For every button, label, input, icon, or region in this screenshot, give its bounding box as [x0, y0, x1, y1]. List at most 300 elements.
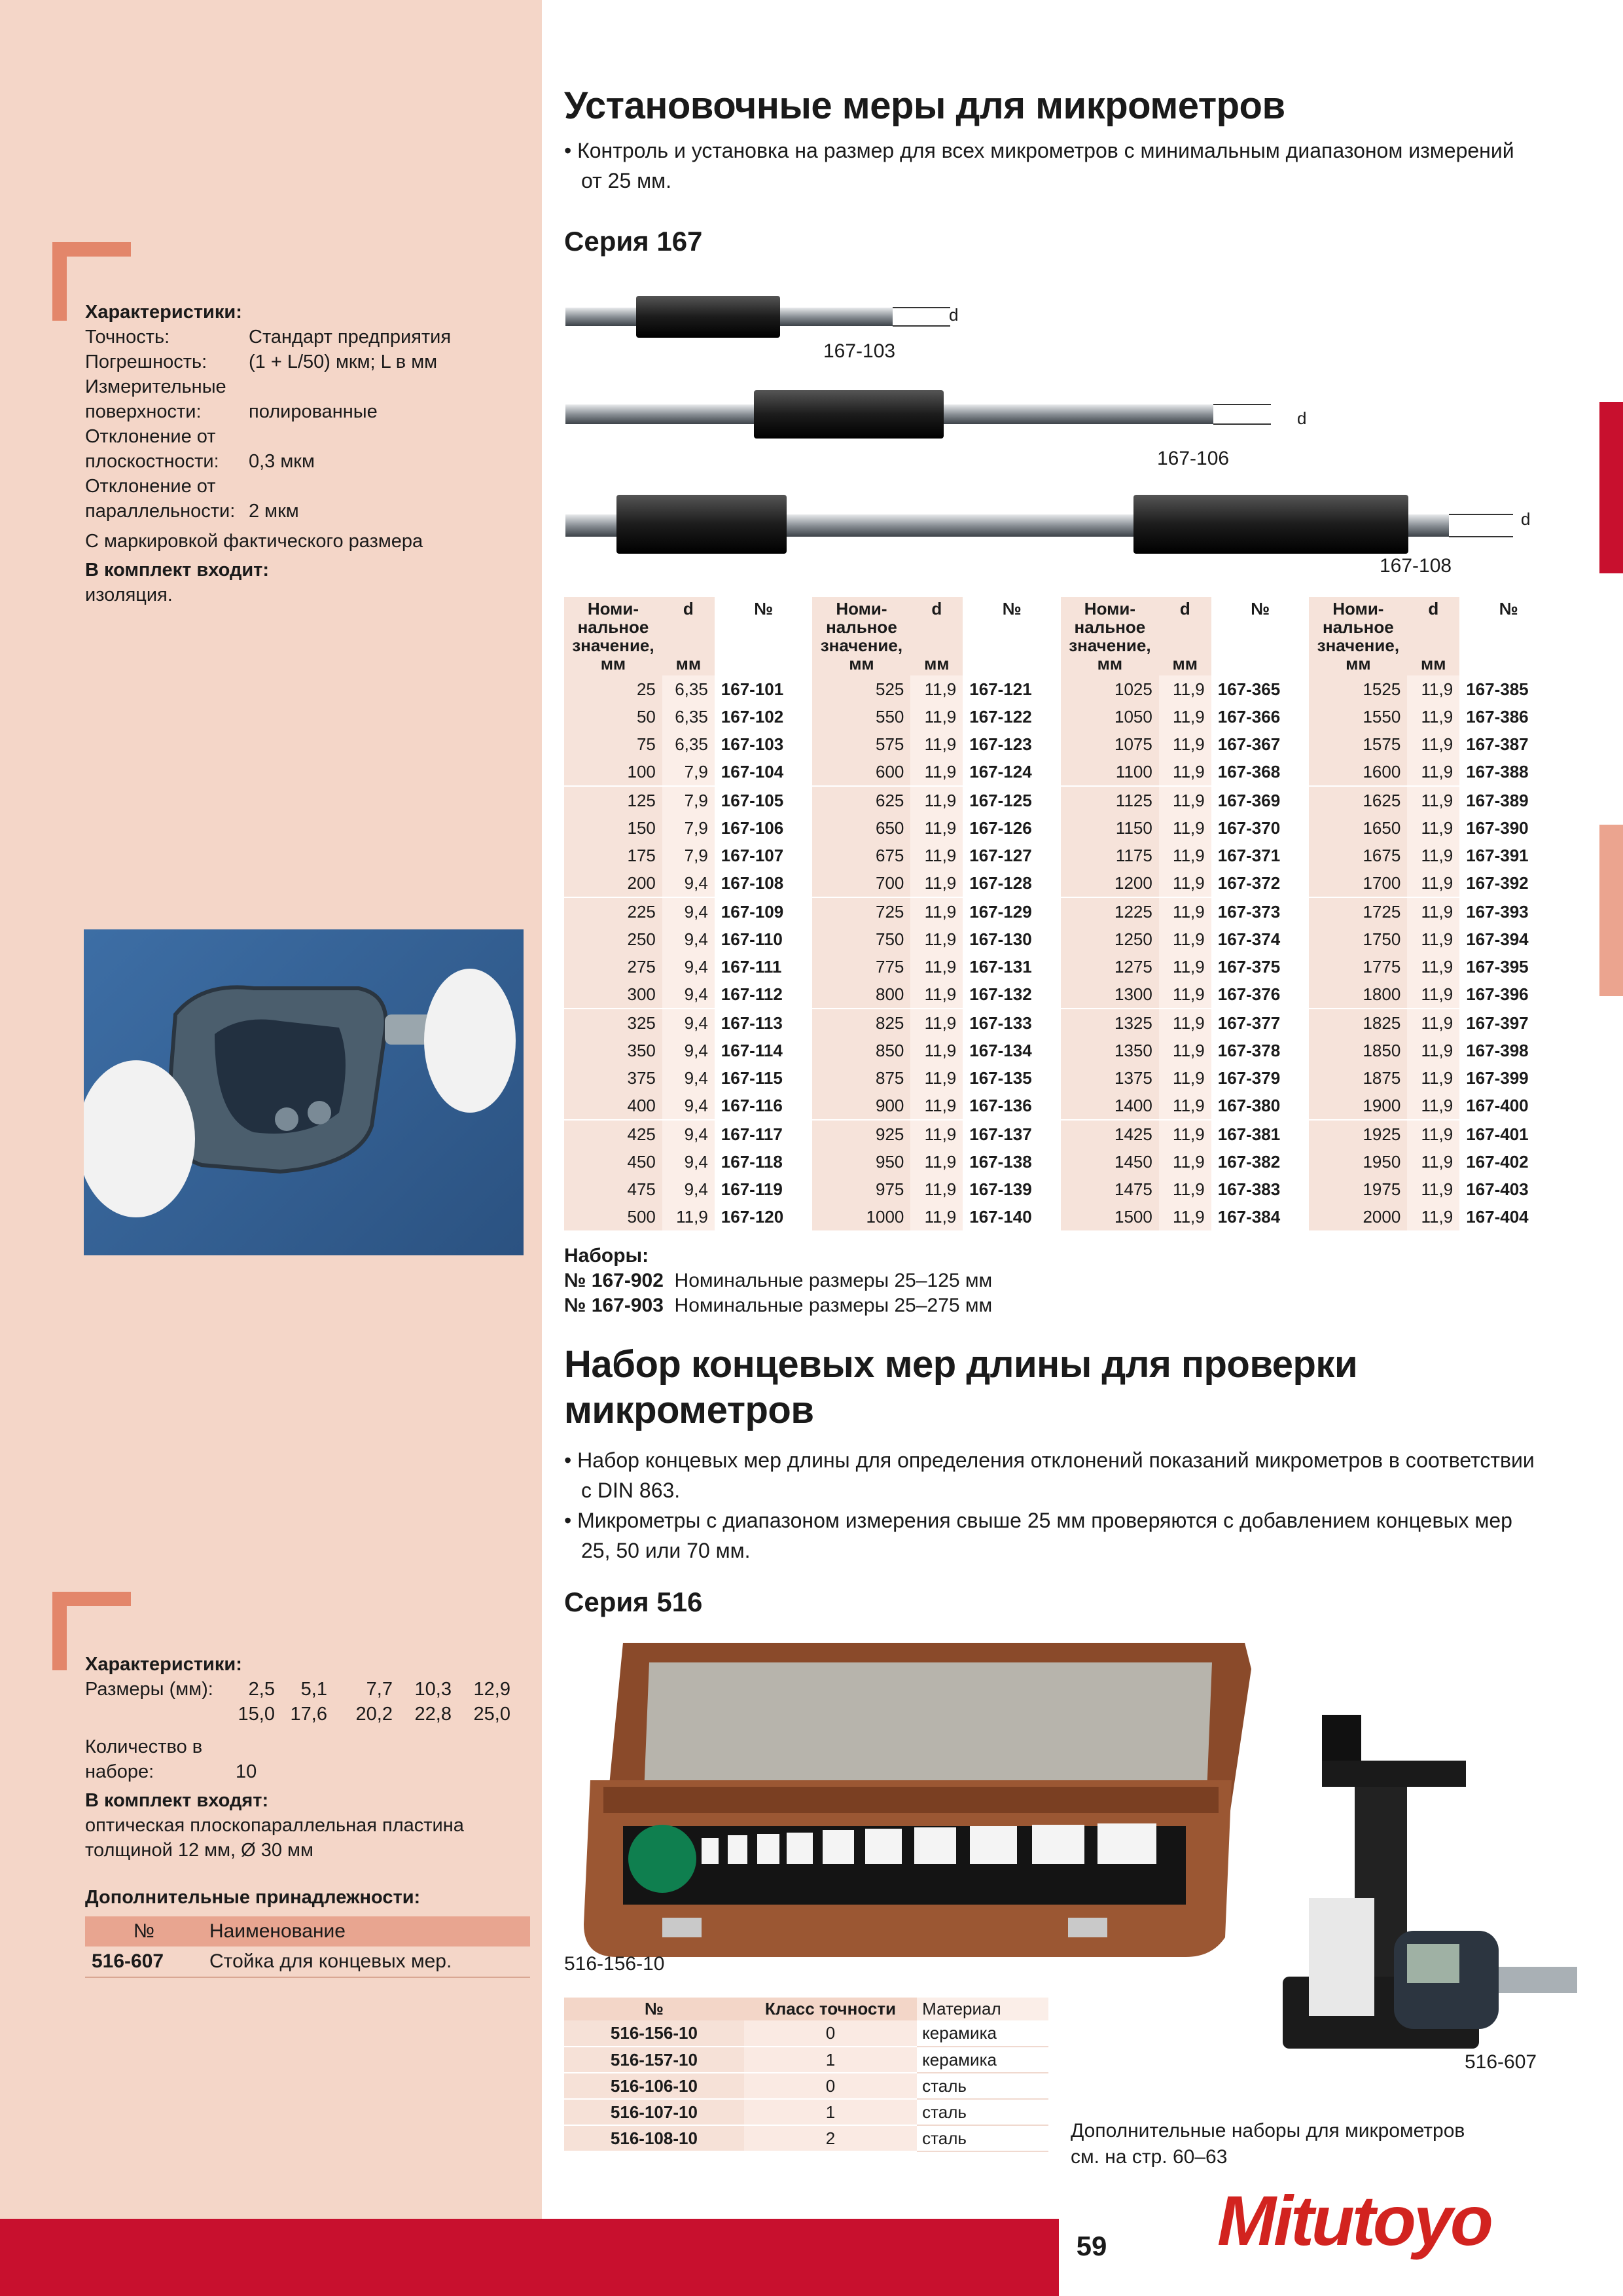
- cell-diameter: 11,9: [910, 675, 963, 703]
- cell-order-no: 167-397: [1459, 1009, 1558, 1037]
- cell-order-no: 167-109: [715, 897, 813, 925]
- cell-order-no: 167-117: [715, 1120, 813, 1148]
- cell-diameter: 11,9: [910, 897, 963, 925]
- cell-order-no: 167-121: [963, 675, 1061, 703]
- cell-order-no: 167-108: [715, 869, 813, 897]
- cell-nominal: 1225: [1061, 897, 1159, 925]
- cell-diameter: 11,9: [1159, 786, 1211, 814]
- sizes-row: Размеры (мм): 2,5 5,1 7,7 10,3 12,9: [85, 1679, 510, 1700]
- footer-bar: [0, 2219, 1059, 2296]
- cell-order-no: 167-392: [1459, 869, 1558, 897]
- cell-diameter: 11,9: [1159, 842, 1211, 869]
- cell-order-no: 167-387: [1459, 730, 1558, 758]
- cell-order-no: 167-103: [715, 730, 813, 758]
- cell-order-no: 167-133: [963, 1009, 1061, 1037]
- cell-order-no: 167-378: [1211, 1037, 1310, 1064]
- cell-order-no: 167-106: [715, 814, 813, 842]
- cell-order-no: 167-376: [1211, 980, 1310, 1009]
- cell-nominal: 1900: [1309, 1092, 1407, 1120]
- cell-diameter: 9,4: [662, 1064, 715, 1092]
- cell-nominal: 500: [564, 1203, 662, 1230]
- sizes-row-2: 15,0 17,6 20,2 22,8 25,0: [238, 1704, 510, 1725]
- cell-diameter: 9,4: [662, 1175, 715, 1203]
- cell-diameter: 11,9: [1407, 1009, 1459, 1037]
- cell-diameter: 11,9: [1407, 925, 1459, 953]
- cell-diameter: 11,9: [1159, 1009, 1211, 1037]
- cell-order-no: 167-138: [963, 1148, 1061, 1175]
- table-167-header: [564, 597, 1558, 675]
- cell-order-no: 167-105: [715, 786, 813, 814]
- cell-grade: 1: [744, 2047, 917, 2073]
- rod-167-106: [564, 387, 1297, 441]
- cell-order-no: 167-125: [963, 786, 1061, 814]
- cell-diameter: 9,4: [662, 953, 715, 980]
- cell-diameter: 11,9: [1159, 1064, 1211, 1092]
- table-516-body: [564, 2020, 1048, 2151]
- cell-diameter: 9,4: [662, 1009, 715, 1037]
- cell-diameter: 11,9: [1407, 1037, 1459, 1064]
- cell-order-no: 167-366: [1211, 703, 1310, 730]
- cell-nominal: 800: [812, 980, 910, 1009]
- cell-order-no: 167-112: [715, 980, 813, 1009]
- cell-nominal: 450: [564, 1148, 662, 1175]
- dim-d-2: d: [1297, 408, 1307, 428]
- cell-order-no: 167-130: [963, 925, 1061, 953]
- th-d: d мм: [1407, 597, 1459, 675]
- cell-diameter: 11,9: [1407, 869, 1459, 897]
- th-nom: Номи- нальное значение, мм: [812, 597, 910, 675]
- cell-order-no: 167-384: [1211, 1203, 1310, 1230]
- accessories-table: [85, 1916, 530, 1978]
- cell-order-no: 167-120: [715, 1203, 813, 1230]
- cell-order-no: 167-118: [715, 1148, 813, 1175]
- cell-nominal: 1575: [1309, 730, 1407, 758]
- cell-diameter: 11,9: [910, 869, 963, 897]
- specs2-header: Характеристики:: [85, 1654, 242, 1675]
- spec-parallelism: Отклонение от параллельности: 2 мкм: [85, 476, 299, 522]
- page-number: 59: [1059, 2219, 1124, 2296]
- cell-nominal: 1525: [1309, 675, 1407, 703]
- cell-order-no: 167-385: [1459, 675, 1558, 703]
- cell-nominal: 600: [812, 758, 910, 786]
- cell-diameter: 11,9: [1407, 730, 1459, 758]
- cell-order-no: 167-373: [1211, 897, 1310, 925]
- cell-diameter: 11,9: [910, 703, 963, 730]
- cell-diameter: 11,9: [1407, 980, 1459, 1009]
- cell-order-no: 167-371: [1211, 842, 1310, 869]
- cell-diameter: 11,9: [910, 1037, 963, 1064]
- rod-167-103: [564, 293, 970, 339]
- cell-nominal: 550: [812, 703, 910, 730]
- th-nom: Номи- нальное значение, мм: [1309, 597, 1407, 675]
- cell-diameter: 11,9: [910, 925, 963, 953]
- cell-diameter: 11,9: [1159, 1037, 1211, 1064]
- acc-row: 516-607 Стойка для концевых мер.: [85, 1946, 530, 1977]
- table-row: [564, 2020, 1048, 2047]
- section1: [564, 84, 1533, 257]
- cell-order-no: 167-389: [1459, 786, 1558, 814]
- cell-diameter: 11,9: [910, 953, 963, 980]
- cell-order-no: 167-393: [1459, 897, 1558, 925]
- cell-nominal: 2000: [1309, 1203, 1407, 1230]
- cell-nominal: 225: [564, 897, 662, 925]
- cell-order-no: 516-156-10: [564, 2020, 744, 2047]
- cell-order-no: 167-139: [963, 1175, 1061, 1203]
- cell-diameter: 11,9: [910, 758, 963, 786]
- cell-order-no: 167-390: [1459, 814, 1558, 842]
- cell-diameter: 11,9: [1159, 953, 1211, 980]
- cell-nominal: 875: [812, 1064, 910, 1092]
- caption-167-108: 167-108: [1380, 555, 1452, 577]
- cell-diameter: 11,9: [662, 1203, 715, 1230]
- table-516-header: № Класс точности Материал: [564, 1998, 1048, 2020]
- table-row: [564, 1037, 1558, 1064]
- th-d: d мм: [1159, 597, 1211, 675]
- cell-order-no: 167-395: [1459, 953, 1558, 980]
- mitutoyo-logo: Mitutoyo: [1217, 2181, 1491, 2260]
- cell-diameter: 9,4: [662, 925, 715, 953]
- cell-nominal: 1650: [1309, 814, 1407, 842]
- cell-order-no: 167-365: [1211, 675, 1310, 703]
- cell-nominal: 1975: [1309, 1175, 1407, 1203]
- cell-diameter: 6,35: [662, 730, 715, 758]
- cell-diameter: 11,9: [910, 1175, 963, 1203]
- cell-nominal: 375: [564, 1064, 662, 1092]
- cell-order-no: 167-140: [963, 1203, 1061, 1230]
- cell-nominal: 100: [564, 758, 662, 786]
- cell-order-no: 167-101: [715, 675, 813, 703]
- cell-diameter: 11,9: [1159, 814, 1211, 842]
- cell-order-no: 167-126: [963, 814, 1061, 842]
- section2-bullet: • Микрометры с диапазоном измерения свыше 25 мм проверяются с добавлением концевых мер 25, 50 или 70 мм.: [564, 1505, 1546, 1566]
- cell-order-no: 167-110: [715, 925, 813, 953]
- dim-d-1: d: [949, 305, 959, 325]
- cell-order-no: 167-131: [963, 953, 1061, 980]
- spec-accuracy: Точность: Стандарт предприятия: [85, 327, 452, 348]
- set-item: № 167-903 Номинальные размеры 25–275 мм: [564, 1295, 993, 1316]
- cell-nominal: 1725: [1309, 897, 1407, 925]
- cell-order-no: 167-399: [1459, 1064, 1558, 1092]
- series-516: Серия 516: [564, 1587, 703, 1617]
- cell-nominal: 1100: [1061, 758, 1159, 786]
- cell-order-no: 167-124: [963, 758, 1061, 786]
- cell-nominal: 175: [564, 842, 662, 869]
- cell-diameter: 11,9: [1407, 953, 1459, 980]
- gauge-stand: [1257, 1702, 1584, 2088]
- cell-diameter: 11,9: [910, 842, 963, 869]
- cell-nominal: 1150: [1061, 814, 1159, 842]
- cell-order-no: 167-102: [715, 703, 813, 730]
- cell-order-no: 167-374: [1211, 925, 1310, 953]
- cell-nominal: 1825: [1309, 1009, 1407, 1037]
- cell-diameter: 9,4: [662, 1037, 715, 1064]
- table-row: [564, 1120, 1558, 1148]
- cell-order-no: 167-403: [1459, 1175, 1558, 1203]
- cell-nominal: 775: [812, 953, 910, 980]
- cell-order-no: 167-128: [963, 869, 1061, 897]
- cell-diameter: 11,9: [1407, 1203, 1459, 1230]
- cell-order-no: 167-135: [963, 1064, 1061, 1092]
- section-tab: [1599, 825, 1623, 996]
- cell-nominal: 1875: [1309, 1064, 1407, 1092]
- cell-nominal: 625: [812, 786, 910, 814]
- cell-order-no: 167-137: [963, 1120, 1061, 1148]
- cell-order-no: 167-119: [715, 1175, 813, 1203]
- cell-nominal: 425: [564, 1120, 662, 1148]
- cell-diameter: 11,9: [910, 786, 963, 814]
- kit2-text: оптическая плоскопараллельная пластина толщиной 12 мм, Ø 30 мм: [85, 1815, 464, 1861]
- cell-nominal: 1925: [1309, 1120, 1407, 1148]
- cell-diameter: 6,35: [662, 703, 715, 730]
- cell-order-no: 167-111: [715, 953, 813, 980]
- caption-516-607: 516-607: [1465, 2051, 1537, 2073]
- cell-nominal: 1850: [1309, 1037, 1407, 1064]
- cell-nominal: 725: [812, 897, 910, 925]
- qty-row: Количество в наборе: 10: [85, 1736, 257, 1782]
- cell-nominal: 675: [812, 842, 910, 869]
- cell-nominal: 1775: [1309, 953, 1407, 980]
- caption-167-106: 167-106: [1157, 448, 1230, 469]
- sets-header: Наборы:: [564, 1245, 649, 1266]
- cell-diameter: 11,9: [1407, 842, 1459, 869]
- cell-nominal: 750: [812, 925, 910, 953]
- spec-flatness: Отклонение от плоскостности: 0,3 мкм: [85, 426, 315, 472]
- cell-nominal: 1275: [1061, 953, 1159, 980]
- cell-diameter: 11,9: [910, 1120, 963, 1148]
- kit-header: В комплект входит:: [85, 560, 270, 581]
- cell-diameter: 11,9: [910, 1009, 963, 1037]
- cell-order-no: 167-372: [1211, 869, 1310, 897]
- cell-material: керамика: [917, 2020, 1048, 2047]
- table-row: [564, 842, 1558, 869]
- cell-material: сталь: [917, 2125, 1048, 2151]
- cell-nominal: 975: [812, 1175, 910, 1203]
- cell-order-no: 167-134: [963, 1037, 1061, 1064]
- table-row: [564, 897, 1558, 925]
- cell-nominal: 1025: [1061, 675, 1159, 703]
- cell-nominal: 1625: [1309, 786, 1407, 814]
- section-tab-active: [1599, 402, 1623, 573]
- gauge-block-case: [564, 1630, 1258, 1970]
- cell-nominal: 1350: [1061, 1037, 1159, 1064]
- cell-nominal: 200: [564, 869, 662, 897]
- cell-diameter: 11,9: [1407, 897, 1459, 925]
- cell-diameter: 11,9: [1407, 1175, 1459, 1203]
- cell-diameter: 9,4: [662, 980, 715, 1009]
- cell-diameter: 11,9: [1407, 703, 1459, 730]
- cell-order-no: 167-113: [715, 1009, 813, 1037]
- cell-diameter: 11,9: [1407, 1092, 1459, 1120]
- table-row: [564, 1203, 1558, 1230]
- cell-grade: 2: [744, 2125, 917, 2151]
- cell-material: сталь: [917, 2073, 1048, 2099]
- cell-nominal: 700: [812, 869, 910, 897]
- specs-167: [85, 300, 530, 607]
- cell-nominal: 1050: [1061, 703, 1159, 730]
- cell-diameter: 11,9: [1159, 703, 1211, 730]
- cell-order-no: 167-391: [1459, 842, 1558, 869]
- cell-nominal: 475: [564, 1175, 662, 1203]
- specs-516: [85, 1652, 530, 1978]
- cell-diameter: 11,9: [1159, 980, 1211, 1009]
- table-row: [564, 980, 1558, 1009]
- section2-bullets: [564, 1445, 1546, 1566]
- th-d: d мм: [910, 597, 963, 675]
- section2-bullet: • Набор концевых мер длины для определения отклонений показаний микрометров в соответствии с DIN 863.: [564, 1445, 1546, 1505]
- cell-diameter: 9,4: [662, 897, 715, 925]
- cell-order-no: 167-368: [1211, 758, 1310, 786]
- cell-diameter: 11,9: [910, 1064, 963, 1092]
- table-row: [564, 675, 1558, 703]
- cell-nominal: 1550: [1309, 703, 1407, 730]
- cell-order-no: 167-383: [1211, 1175, 1310, 1203]
- cell-diameter: 11,9: [1407, 814, 1459, 842]
- cell-nominal: 825: [812, 1009, 910, 1037]
- cell-order-no: 167-394: [1459, 925, 1558, 953]
- cell-diameter: 7,9: [662, 758, 715, 786]
- table-row: [564, 2125, 1048, 2151]
- table-row: [564, 786, 1558, 814]
- section1-bullets: [564, 135, 1533, 196]
- cell-grade: 0: [744, 2020, 917, 2047]
- acc-head-row: № Наименование: [85, 1916, 530, 1946]
- cell-diameter: 11,9: [910, 980, 963, 1009]
- caption-167-103: 167-103: [823, 340, 896, 362]
- table-row: [564, 730, 1558, 758]
- cell-order-no: 167-398: [1459, 1037, 1558, 1064]
- cell-diameter: 11,9: [1159, 925, 1211, 953]
- table-row: [564, 1064, 1558, 1092]
- cell-diameter: 11,9: [1159, 1120, 1211, 1148]
- cell-diameter: 11,9: [1159, 1203, 1211, 1230]
- cell-diameter: 11,9: [910, 1092, 963, 1120]
- th-nom: Номи- нальное значение, мм: [564, 597, 662, 675]
- dim-d-3: d: [1521, 509, 1531, 529]
- th-no: №: [1459, 597, 1558, 675]
- cell-nominal: 900: [812, 1092, 910, 1120]
- cell-order-no: 167-404: [1459, 1203, 1558, 1230]
- cell-order-no: 167-400: [1459, 1092, 1558, 1120]
- cell-diameter: 11,9: [910, 814, 963, 842]
- table-516: [564, 1998, 1048, 2152]
- th-no: №: [715, 597, 813, 675]
- cell-nominal: 275: [564, 953, 662, 980]
- cell-nominal: 1250: [1061, 925, 1159, 953]
- cell-diameter: 7,9: [662, 814, 715, 842]
- section2: [564, 1342, 1546, 1618]
- cell-order-no: 167-132: [963, 980, 1061, 1009]
- marking-note: С маркировкой фактического размера: [85, 531, 423, 552]
- spec-error: Погрешность: (1 + L/50) мкм; L в мм: [85, 351, 438, 372]
- section1-bullet: • Контроль и установка на размер для всех микрометров с минимальным диапазоном измерений от 25 мм.: [564, 135, 1533, 196]
- cell-nominal: 1075: [1061, 730, 1159, 758]
- kit2-header: В комплект входят:: [85, 1790, 269, 1811]
- cell-material: сталь: [917, 2099, 1048, 2125]
- cell-order-no: 167-396: [1459, 980, 1558, 1009]
- cell-order-no: 516-106-10: [564, 2073, 744, 2099]
- th-d: d мм: [662, 597, 715, 675]
- table-row: [564, 2099, 1048, 2125]
- cell-nominal: 250: [564, 925, 662, 953]
- th-nom: Номи- нальное значение, мм: [1061, 597, 1159, 675]
- cell-nominal: 125: [564, 786, 662, 814]
- additional-sets-note: Дополнительные наборы для микрометров см. на стр. 60–63: [1071, 2120, 1465, 2168]
- caption-516-156-10: 516-156-10: [564, 1953, 665, 1975]
- cell-diameter: 11,9: [1159, 1175, 1211, 1203]
- cell-nominal: 1375: [1061, 1064, 1159, 1092]
- cell-order-no: 167-379: [1211, 1064, 1310, 1092]
- cell-diameter: 9,4: [662, 1120, 715, 1148]
- cell-order-no: 167-402: [1459, 1148, 1558, 1175]
- cell-diameter: 11,9: [1159, 1092, 1211, 1120]
- cell-diameter: 9,4: [662, 1148, 715, 1175]
- cell-diameter: 9,4: [662, 869, 715, 897]
- cell-diameter: 11,9: [1407, 675, 1459, 703]
- cell-nominal: 75: [564, 730, 662, 758]
- specs-header: Характеристики:: [85, 302, 242, 323]
- cell-nominal: 1750: [1309, 925, 1407, 953]
- cell-nominal: 150: [564, 814, 662, 842]
- cell-order-no: 167-377: [1211, 1009, 1310, 1037]
- cell-order-no: 167-122: [963, 703, 1061, 730]
- table-row: [564, 925, 1558, 953]
- section1-title: Установочные меры для микрометров: [564, 84, 1285, 127]
- cell-nominal: 350: [564, 1037, 662, 1064]
- th-no: №: [963, 597, 1061, 675]
- cell-order-no: 167-114: [715, 1037, 813, 1064]
- cell-nominal: 1325: [1061, 1009, 1159, 1037]
- cell-diameter: 11,9: [1407, 758, 1459, 786]
- table-row: [564, 2073, 1048, 2099]
- table-row: [564, 758, 1558, 786]
- cell-material: керамика: [917, 2047, 1048, 2073]
- table-row: [564, 1009, 1558, 1037]
- cell-diameter: 11,9: [1407, 786, 1459, 814]
- cell-nominal: 525: [812, 675, 910, 703]
- cell-order-no: 167-115: [715, 1064, 813, 1092]
- cell-nominal: 1500: [1061, 1203, 1159, 1230]
- cell-order-no: 167-369: [1211, 786, 1310, 814]
- acc-header: Дополнительные принадлежности:: [85, 1887, 421, 1908]
- cell-diameter: 11,9: [1407, 1064, 1459, 1092]
- cell-nominal: 1475: [1061, 1175, 1159, 1203]
- cell-diameter: 9,4: [662, 1092, 715, 1120]
- cell-nominal: 650: [812, 814, 910, 842]
- cell-order-no: 167-129: [963, 897, 1061, 925]
- cell-grade: 1: [744, 2099, 917, 2125]
- cell-diameter: 6,35: [662, 675, 715, 703]
- cell-nominal: 1200: [1061, 869, 1159, 897]
- cell-nominal: 1125: [1061, 786, 1159, 814]
- cell-nominal: 300: [564, 980, 662, 1009]
- cell-nominal: 925: [812, 1120, 910, 1148]
- cell-nominal: 1400: [1061, 1092, 1159, 1120]
- cell-order-no: 167-401: [1459, 1120, 1558, 1148]
- cell-diameter: 11,9: [910, 730, 963, 758]
- cell-nominal: 1675: [1309, 842, 1407, 869]
- cell-diameter: 11,9: [1407, 1148, 1459, 1175]
- cell-diameter: 7,9: [662, 786, 715, 814]
- cell-diameter: 11,9: [1159, 1148, 1211, 1175]
- table-row: [564, 869, 1558, 897]
- cell-diameter: 11,9: [1159, 675, 1211, 703]
- cell-order-no: 167-386: [1459, 703, 1558, 730]
- cell-nominal: 575: [812, 730, 910, 758]
- cell-diameter: 11,9: [1159, 730, 1211, 758]
- cell-diameter: 11,9: [1159, 897, 1211, 925]
- cell-nominal: 50: [564, 703, 662, 730]
- cell-order-no: 167-382: [1211, 1148, 1310, 1175]
